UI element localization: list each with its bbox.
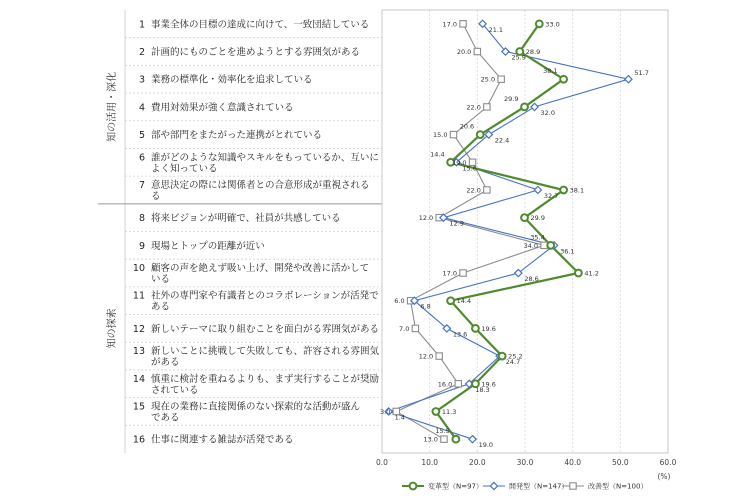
group-label: 知の探索 [107,308,118,349]
data-label: 36.1 [560,247,575,256]
data-label: 15.0 [433,131,448,140]
data-label: 34.0 [523,241,539,250]
data-point [547,242,554,249]
data-point [436,353,442,359]
data-label: 13.0 [423,435,438,444]
x-tick-label: 50.0 [611,458,629,467]
data-label: 15.5 [435,427,450,436]
category-label: 将来ビジョンが明確で、社員が共感している [151,213,341,225]
data-label: 19.0 [478,441,494,450]
category-number: 1 [138,19,145,31]
data-label: 20.6 [459,122,475,131]
category-number: 4 [138,102,145,114]
x-tick-label: 40.0 [564,458,582,467]
data-label: 17.0 [442,20,458,29]
data-label: 33.0 [545,20,560,29]
data-point [521,214,528,221]
category-label: 業務の標準化・効率化を追求している [151,74,313,86]
category-number: 7 [138,179,145,191]
category-label: 誰がどのような知識やスキルをもっているか、互いに [151,152,379,164]
data-label: 28.9 [525,48,541,57]
data-label: 13.6 [452,330,468,339]
category-number: 12 [132,323,145,335]
data-point [460,21,466,27]
data-label: 3.0 [379,407,391,416]
category-number: 9 [138,240,145,252]
category-label: よく知っている [151,163,218,175]
data-point [469,436,476,443]
category-number: 5 [138,130,145,142]
data-label: 22.0 [466,103,481,112]
data-point [536,20,543,27]
data-label: 25.0 [480,75,496,84]
legend-marker [570,483,576,489]
data-label: 11.3 [441,407,457,416]
category-number: 6 [138,152,145,164]
data-label: 12.0 [418,352,434,361]
category-label: 計画的にものごとを進めようとする雰囲気がある [151,47,361,59]
legend-label: 改善型（N=100） [588,482,648,491]
category-label: 慎重に検討を重ねるよりも、まず実行することが奨励 [151,373,380,385]
data-label: 14.4 [430,150,445,159]
data-label: 29.9 [504,94,519,103]
category-label: 仕事に関連する雑誌が活発である [151,434,294,446]
data-point [474,48,480,54]
category-label: 意思決定の際には関係者との合意形成が重視される [151,179,370,191]
data-point [472,325,479,332]
data-point [499,353,506,360]
data-point [575,270,582,277]
data-label: 32.0 [540,108,556,117]
data-label: 16.0 [437,380,453,389]
category-label: ある [151,301,171,313]
data-label: 38.1 [569,186,585,195]
category-number: 8 [138,213,145,225]
data-label: 32.7 [543,191,559,200]
data-point [521,104,528,111]
x-tick-label: 20.0 [468,458,486,467]
category-label: 新しいことに挑戦して失敗しても、許容される雰囲気 [151,346,380,358]
category-label: 現場とトップの距離が近い [151,240,265,252]
category-label: がある [151,357,180,369]
data-point [498,76,504,82]
data-label: 12.0 [418,214,434,223]
data-label: 21.1 [488,25,504,34]
category-label: 社外の専門家や有識者とのコラボレーションが活発で [151,290,379,302]
data-label: 6.8 [420,302,431,311]
data-label: 1.4 [394,413,406,422]
x-unit-label: (%) [657,472,671,481]
x-tick-label: 60.0 [659,458,677,467]
data-label: 19.0 [452,158,467,167]
category-number: 13 [132,346,145,358]
category-number: 16 [132,434,145,446]
data-label: 24.7 [505,358,521,367]
x-tick-label: 0.0 [376,458,388,467]
legend-marker [490,482,497,489]
data-point [412,325,418,331]
data-point [441,436,447,442]
series-line [436,24,579,439]
category-label: 顧客の声を絶えず吸い上げ、開発や改善に活かして [151,263,370,275]
data-label: 38.1 [543,67,558,76]
data-point [560,76,567,83]
data-point [534,186,541,193]
category-label: いる [151,274,171,286]
legend-marker [410,483,417,490]
data-label: 15.6 [462,164,477,173]
data-point [560,187,567,194]
legend-label: 変革型（N=97） [428,482,484,491]
category-label: 部や部門をまたがった連携がとれている [151,130,323,142]
category-number: 2 [138,47,145,59]
data-point [452,436,459,443]
data-point [477,131,484,138]
category-number: 3 [138,74,145,86]
data-point [541,242,547,248]
category-label: である [151,412,180,424]
x-tick-label: 30.0 [516,458,534,467]
series-line [389,24,629,439]
data-label: 51.7 [634,69,649,78]
data-point [625,76,632,83]
data-label: 19.6 [481,380,496,389]
category-number: 15 [132,401,145,413]
category-label: 新しいテーマに取り組むことを面白がる雰囲気がある [151,323,380,335]
category-label: 現在の業務に直接関係のない探索的な活動が盛ん [151,401,361,413]
series-line [396,24,544,439]
data-label: 29.9 [530,214,546,223]
data-point [455,381,461,387]
data-label: 12.9 [449,219,464,228]
category-label: 事業全体の目標の達成に向けて、一致団結している [151,19,370,31]
data-label: 17.0 [442,269,458,278]
category-label: されている [151,384,199,396]
data-label: 35.4 [530,233,545,242]
x-tick-label: 10.0 [421,458,439,467]
data-label: 22.0 [466,186,481,195]
data-label: 20.0 [456,48,472,57]
data-label: 25.2 [508,352,523,361]
data-point [450,131,456,137]
data-point [432,408,439,415]
data-label: 28.6 [524,275,539,284]
data-point [484,187,490,193]
data-label: 14.4 [456,297,472,306]
category-number: 10 [132,263,145,275]
data-label: 22.4 [494,136,510,145]
legend-label: 開発型（N=147） [509,482,569,491]
data-point [460,270,466,276]
data-label: 7.0 [399,324,410,333]
category-label: る [151,190,161,202]
category-label: 費用対効果が強く意識されている [151,102,294,114]
data-point [484,104,490,110]
data-label: 41.2 [584,269,599,278]
data-point [447,297,454,304]
group-label: 知の活用・深化 [107,71,118,142]
category-number: 14 [132,373,145,385]
data-label: 18.3 [475,385,490,394]
data-point [531,103,538,110]
data-label: 25.9 [511,53,526,62]
category-number: 11 [132,290,145,302]
data-label: 6.0 [394,297,405,306]
data-label: 19.6 [481,324,496,333]
